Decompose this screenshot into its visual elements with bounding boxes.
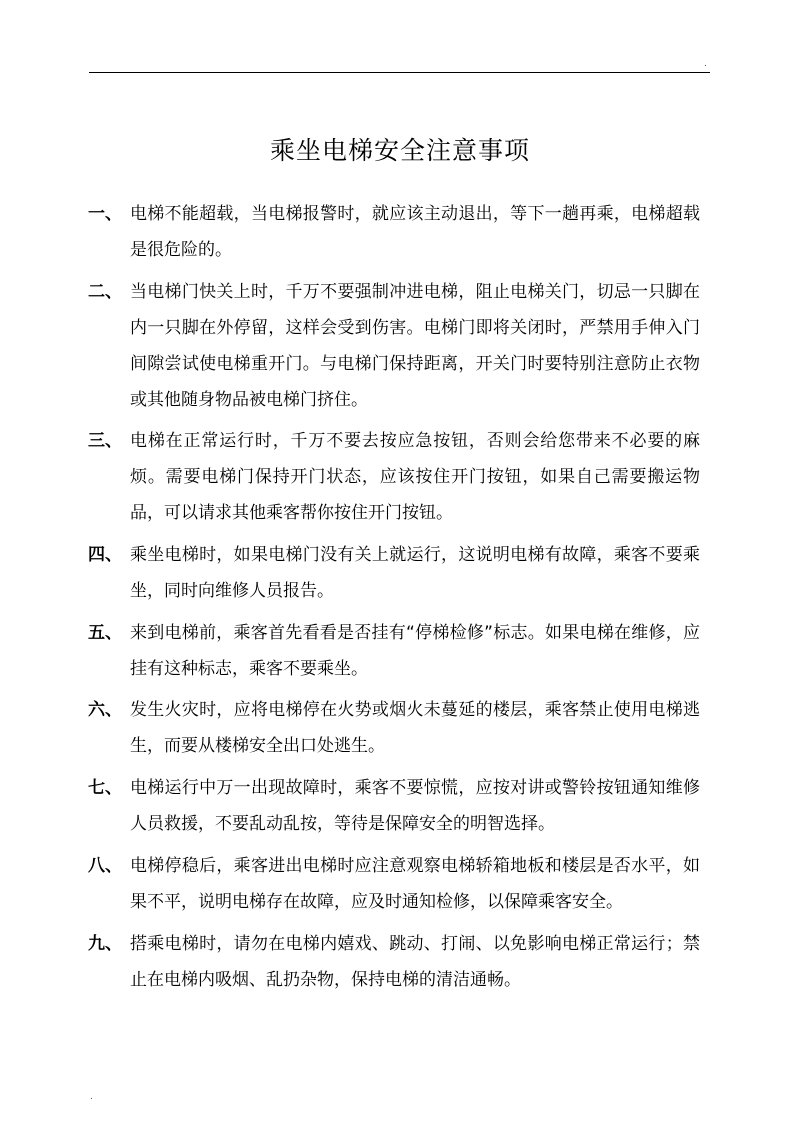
list-item (88, 770, 700, 842)
item-number: 八、 (88, 855, 122, 876)
item-number: 二、 (88, 281, 122, 302)
item-number: 五、 (88, 622, 122, 643)
header-rule (89, 72, 710, 73)
list-item (88, 196, 700, 268)
item-number: 四、 (88, 545, 122, 566)
item-text: 来到电梯前，乘客首先看看是否挂有“停梯检修”标志。如果电梯在维修，应挂有这种标志，乘客不要乘坐。 (130, 622, 700, 679)
list-item (88, 848, 700, 920)
item-number: 九、 (88, 933, 122, 954)
list-item (88, 537, 700, 609)
item-number: 六、 (88, 700, 122, 721)
corner-mark-top: . (704, 59, 707, 69)
page-title: 乘坐电梯安全注意事项 (269, 135, 530, 165)
item-text: 电梯停稳后，乘客进出电梯时应注意观察电梯轿箱地板和楼层是否水平，如果不平，说明电梯存在故障，应及时通知检修，以保障乘客安全。 (130, 855, 700, 912)
safety-rules-list (88, 196, 700, 998)
item-number: 一、 (88, 204, 122, 224)
item-text: 当电梯门快关上时，千万不要强制冲进电梯，阻止电梯关门，切忌一只脚在内一只脚在外停留，这样会受到伤害。电梯门即将关闭时，严禁用手伸入门间隙尝试使电梯重开门。与电梯门保持距离，开关门时要特别注意防止衣物或其他随身物品被电梯门挤住。 (130, 281, 700, 410)
item-text: 电梯运行中万一出现故障时，乘客不要惊慌，应按对讲或警铃按钮通知维修人员救援，不要乱动乱按，等待是保障安全的明智选择。 (130, 778, 700, 835)
item-number: 七、 (88, 778, 122, 799)
item-text: 搭乘电梯时，请勿在电梯内嬉戏、跳动、打闹、以免影响电梯正常运行；禁止在电梯内吸烟、乱扔杂物，保持电梯的清洁通畅。 (130, 933, 700, 990)
list-item (88, 692, 700, 764)
corner-mark-bottom: . (90, 1092, 93, 1102)
item-text: 乘坐电梯时，如果电梯门没有关上就运行，这说明电梯有故障，乘客不要乘坐，同时向维修人员报告。 (130, 545, 700, 602)
list-item (88, 615, 700, 687)
item-text: 发生火灾时，应将电梯停在火势或烟火未蔓延的楼层，乘客禁止使用电梯逃生，而要从楼梯安全出口处逃生。 (130, 700, 700, 757)
item-number: 三、 (88, 431, 122, 452)
list-item (88, 423, 700, 531)
list-item (88, 926, 700, 998)
item-text: 电梯不能超载，当电梯报警时，就应该主动退出，等下一趟再乘，电梯超载是很危险的。 (130, 204, 700, 260)
list-item (88, 274, 700, 418)
item-text: 电梯在正常运行时，千万不要去按应急按钮，否则会给您带来不必要的麻烦。需要电梯门保持开门状态，应该按住开门按钮，如果自己需要搬运物品，可以请求其他乘客帮你按住开门按钮。 (130, 431, 700, 524)
